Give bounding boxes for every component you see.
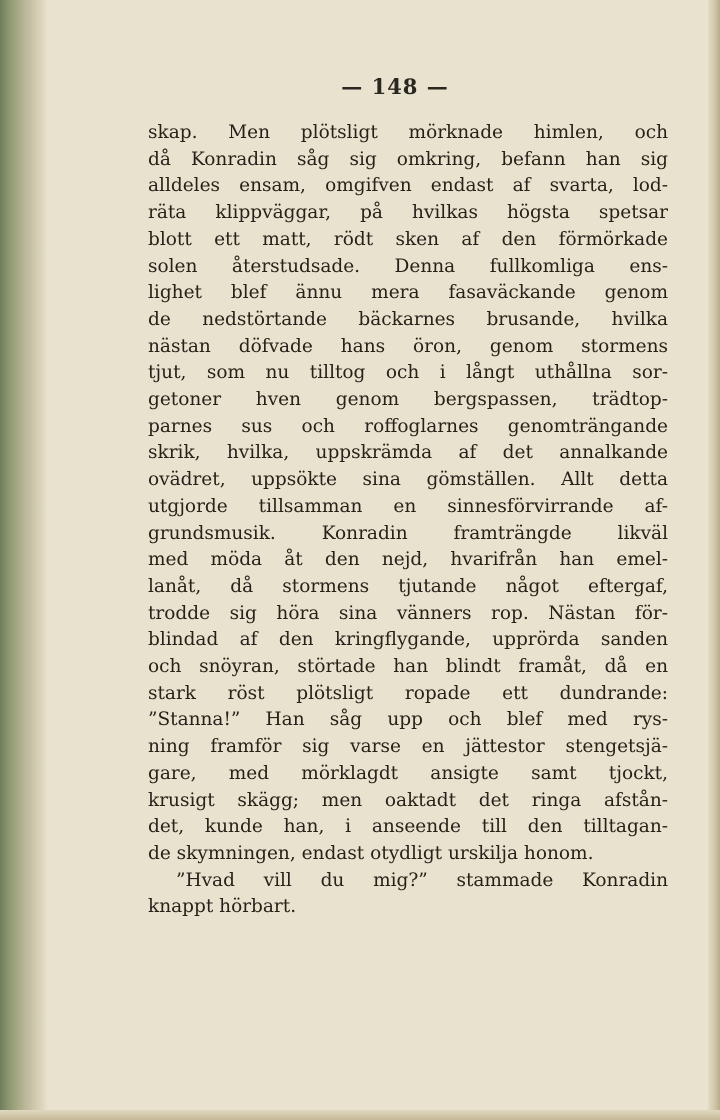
text-line: stark röst plötsligt ropade ett dundrande: xyxy=(148,682,668,704)
text-line: gare, med mörklagdt ansigte samt tjockt, xyxy=(148,762,668,784)
text-line: blott ett matt, rödt sken af den förmörkade xyxy=(148,228,668,250)
text-line: alldeles ensam, omgifven endast af svarta, lod- xyxy=(148,175,668,197)
text-line: blindad af den kringflygande, upprörda sanden xyxy=(148,629,668,651)
text-line: ”Stanna!” Han såg upp och blef med rys- xyxy=(148,709,668,731)
text-line: parnes sus och roffoglarnes genomträngande xyxy=(148,415,668,437)
text-line: grundsmusik. Konradin framträngde likväl xyxy=(148,522,668,544)
text-line: ovädret, uppsökte sina gömställen. Allt detta xyxy=(148,469,668,491)
text-line: trodde sig höra sina vänners rop. Nästan för- xyxy=(148,602,668,624)
text-line: ”Hvad vill du mig?” stammade Konradin xyxy=(176,869,668,891)
text-line: getoner hven genom bergspassen, trädtop- xyxy=(148,389,668,411)
text-line: de skymningen, endast otydligt urskilja honom. xyxy=(148,842,594,864)
text-line: utgjorde tillsamman en sinnesförvirrande af- xyxy=(148,495,668,517)
text-line: knappt hörbart. xyxy=(148,896,297,918)
text-line: ning framför sig varse en jättestor stengetsjä- xyxy=(148,736,668,758)
text-line: nästan döfvade hans öron, genom stormens xyxy=(148,335,668,357)
page-number: — 148 — xyxy=(341,74,449,99)
text-line: de nedstörtande bäckarnes brusande, hvilka xyxy=(148,308,668,330)
book-spine-shadow xyxy=(0,0,48,1120)
text-line: det, kunde han, i anseende till den tilltagan- xyxy=(148,816,668,838)
page-edge-bottom xyxy=(0,1110,720,1120)
text-line: krusigt skägg; men oaktadt det ringa afstån- xyxy=(148,789,668,811)
text-line: lanåt, då stormens tjutande något eftergaf, xyxy=(148,575,668,597)
text-line: skap. Men plötsligt mörknade himlen, och xyxy=(148,122,668,143)
body-text xyxy=(148,120,668,921)
text-line: lighet blef ännu mera fasaväckande genom xyxy=(148,282,668,304)
page-edge-right xyxy=(708,0,720,1120)
text-line: med möda åt den nejd, hvarifrån han emel- xyxy=(148,549,668,571)
text-line: tjut, som nu tilltog och i långt uthållna sor- xyxy=(148,362,668,384)
text-line: skrik, hvilka, uppskrämda af det annalkande xyxy=(148,442,668,464)
text-line: solen återstudsade. Denna fullkomliga ens- xyxy=(148,255,668,277)
text-line: då Konradin såg sig omkring, befann han sig xyxy=(148,148,668,170)
text-line: och snöyran, störtade han blindt framåt, då en xyxy=(148,656,668,678)
text-line: räta klippväggar, på hvilkas högsta spetsar xyxy=(148,202,668,224)
